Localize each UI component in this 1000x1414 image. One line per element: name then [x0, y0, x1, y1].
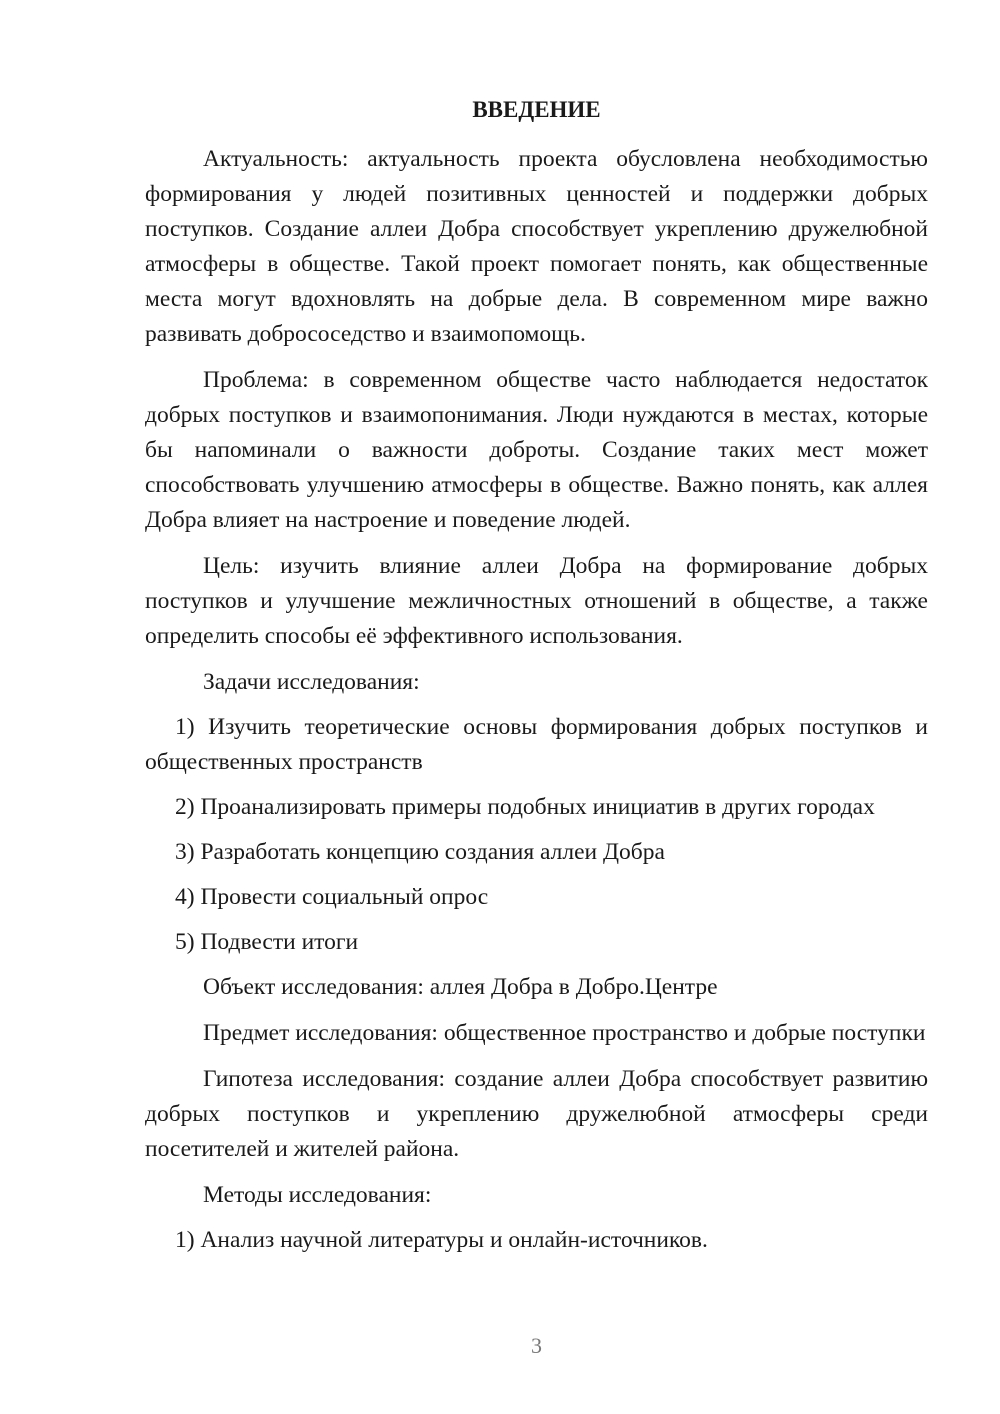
subject-paragraph: Предмет исследования: общественное пространство и добрые поступки	[203, 1020, 926, 1046]
document-page	[145, 0, 928, 1414]
goal-paragraph: Цель: изучить влияние аллеи Добра на формирование добрых поступков и улучшение межличностных отношений в обществе, а также определить способы её эффективного использования.	[145, 553, 928, 649]
task-item-1: 1) Изучить теоретические основы формирования добрых поступков и общественных пространств	[145, 714, 928, 775]
method-item-1: 1) Анализ научной литературы и онлайн-источников.	[175, 1227, 708, 1253]
methods-heading: Методы исследования:	[203, 1182, 432, 1208]
task-item-4: 4) Провести социальный опрос	[175, 884, 489, 910]
tasks-heading: Задачи исследования:	[203, 669, 420, 695]
document-body	[145, 142, 928, 1268]
hypothesis-paragraph: Гипотеза исследования: создание аллеи Добра способствует развитию добрых поступков и укреплению дружелюбной атмосферы среди посетителей и жителей района.	[145, 1066, 928, 1162]
task-item-3: 3) Разработать концепцию создания аллеи Добра	[175, 839, 665, 865]
page-title: ВВЕДЕНИЕ	[472, 97, 601, 122]
problem-paragraph: Проблема: в современном обществе часто наблюдается недостаток добрых поступков и взаимопонимания. Люди нуждаются в местах, которые бы напоминали о важности доброты. Создание таких мест может способствовать улучшению атмосферы в обществе. Важно понять, как аллея Добра влияет на настроение и поведение людей.	[145, 367, 928, 533]
object-paragraph: Объект исследования: аллея Добра в Добро.Центре	[203, 974, 718, 1000]
task-item-2: 2) Проанализировать примеры подобных инициатив в других городах	[175, 794, 875, 820]
relevance-paragraph: Актуальность: актуальность проекта обусловлена необходимостью формирования у людей позитивных ценностей и поддержки добрых поступков. Создание аллеи Добра способствует укреплению дружелюбной атмосферы в обществе. Такой проект помогает понять, как общественные места могут вдохновлять на добрые дела. В современном мире важно развивать добрососедство и взаимопомощь.	[145, 146, 928, 347]
page-number: 3	[531, 1333, 542, 1358]
task-item-5: 5) Подвести итоги	[175, 929, 359, 955]
